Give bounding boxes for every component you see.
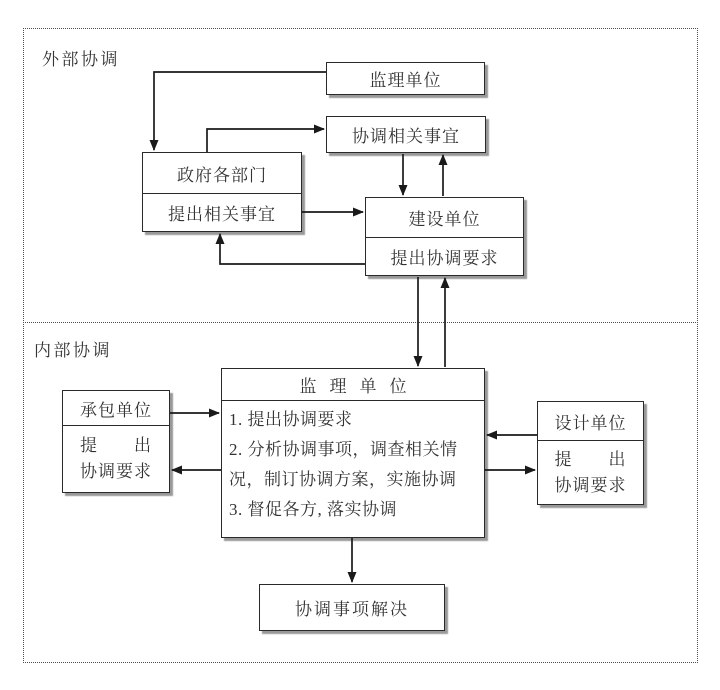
node-action-line1: 提 出	[80, 436, 152, 455]
node-action	[63, 425, 169, 492]
node-title: 协调相关事宜	[352, 127, 460, 146]
node-action	[538, 440, 643, 504]
task-item-2: 2. 分析协调事项，调查相关情况，制订协调方案，实施协调	[229, 440, 458, 489]
external-coordination-label: 外部协调	[42, 50, 120, 69]
node-action: 提出协调要求	[366, 237, 523, 275]
node-title: 协调事项解决	[295, 600, 409, 619]
task-item-1: 1. 提出协调要求	[229, 410, 353, 429]
task-item-3: 3. 督促各方, 落实协调	[229, 500, 397, 519]
node-action-line2: 协调要求	[80, 462, 152, 481]
node-coordination-resolved	[259, 584, 445, 631]
node-title: 政府各部门	[177, 165, 267, 185]
node-title: 设计单位	[554, 413, 627, 433]
node-action-line1: 提 出	[554, 449, 627, 469]
node-coordinate-related-matters	[326, 116, 486, 153]
node-task-list	[222, 401, 484, 537]
node-title: 监理单位	[369, 71, 442, 90]
node-title: 建设单位	[408, 210, 481, 229]
node-supervision-unit-external	[326, 62, 485, 95]
node-title: 承包单位	[80, 400, 152, 420]
node-contractor-unit	[62, 390, 170, 493]
node-construction-unit	[365, 197, 524, 276]
node-government-departments	[142, 152, 302, 232]
node-action: 提出相关事宜	[143, 193, 301, 231]
node-design-unit	[537, 401, 644, 505]
node-supervision-unit-internal	[221, 368, 485, 538]
internal-coordination-label: 内部协调	[34, 341, 112, 360]
node-title: 监理单位	[222, 369, 484, 401]
node-action-line2: 协调要求	[554, 475, 627, 495]
